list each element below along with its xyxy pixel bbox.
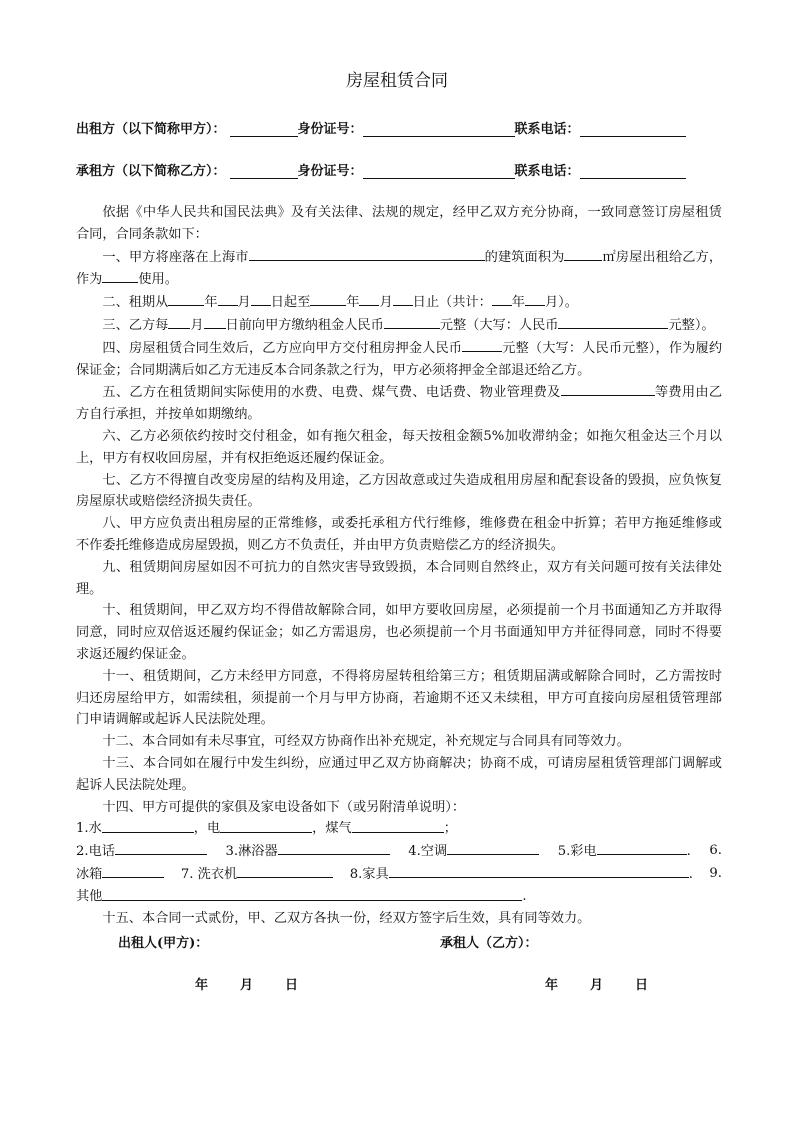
phone-label: 联系电话： bbox=[514, 164, 580, 179]
equipment-row-4 bbox=[76, 886, 722, 908]
end-year-field[interactable] bbox=[310, 291, 346, 306]
clause-2 bbox=[76, 291, 722, 314]
text: ，电 bbox=[193, 821, 221, 837]
tv-field[interactable] bbox=[597, 840, 687, 855]
usage-field[interactable] bbox=[102, 268, 138, 283]
contract-body bbox=[76, 202, 722, 929]
text: 9. bbox=[709, 865, 722, 881]
text: 3.淋浴器 bbox=[225, 844, 278, 860]
text: 二、租期从 bbox=[102, 295, 169, 311]
text: 元整）。 bbox=[668, 317, 715, 333]
shower-field[interactable] bbox=[278, 840, 390, 855]
intro-paragraph: 依据《中华人民共和国民法典》及有关法律、法规的规定，经甲乙双方充分协商，一致同意签订房屋租赁合同，合同条款如下： bbox=[76, 205, 722, 242]
rent-words-field[interactable] bbox=[558, 314, 668, 329]
text: . bbox=[688, 866, 693, 882]
aircon-field[interactable] bbox=[447, 840, 539, 855]
start-day-field[interactable] bbox=[251, 291, 271, 306]
text: 月 bbox=[237, 295, 251, 311]
clause-13: 十三、本合同如在履行中发生纠纷，应通过甲乙双方协商解决；协商不成，可请房屋租赁管理部门调解或起诉人民法院处理。 bbox=[76, 755, 722, 793]
rent-amount-field[interactable] bbox=[384, 314, 440, 329]
pay-day-field[interactable] bbox=[204, 314, 226, 329]
phone-label: 联系电话： bbox=[514, 122, 580, 137]
text: 月）。 bbox=[544, 295, 578, 311]
id-label: 身份证号： bbox=[297, 122, 363, 137]
deposit-amount-field[interactable] bbox=[462, 337, 502, 352]
text: 2.电话 bbox=[76, 844, 115, 860]
text: 4.空调 bbox=[408, 844, 448, 860]
month-label: 月 bbox=[590, 978, 604, 993]
clause-3 bbox=[76, 314, 722, 337]
clause-1 bbox=[76, 246, 722, 292]
text: 年 bbox=[511, 295, 525, 311]
text: 日前向甲方缴纳租金人民币 bbox=[225, 317, 384, 333]
clause-11: 十一、租赁期间，乙方未经甲方同意，不得将房屋转租给第三方；租赁期届满或解除合同时，乙方需按时归还房屋给甲方，如需续租，须提前一个月与甲方协商，若逾期不还又未续租，甲方可直接向房屋租赁管理部门申请调解或起诉人民法院处理。 bbox=[76, 668, 722, 728]
day-label: 日 bbox=[635, 978, 649, 993]
total-years-field[interactable] bbox=[492, 291, 512, 306]
total-months-field[interactable] bbox=[525, 291, 545, 306]
washer-field[interactable] bbox=[237, 863, 333, 878]
clause-8: 八、甲方应负责出租房屋的正常维修，或委托承租方代行维修，维修费在租金中折算；若甲方拖延维修或不作委托维修造成房屋毁损，则乙方不负责任，并由甲方负责赔偿乙方的经济损失。 bbox=[76, 516, 722, 553]
fridge-field[interactable] bbox=[102, 863, 164, 878]
text: 等费用由乙方自行承担，并按单如期缴纳。 bbox=[76, 385, 723, 423]
text: 其他 bbox=[76, 888, 103, 904]
clause-12: 十二、本合同如有未尽事宜，可经双方协商作出补充规定，补充规定与合同具有同等效力。 bbox=[102, 734, 630, 750]
document-title: 房屋租赁合同 bbox=[346, 71, 448, 91]
lessee-name-field[interactable] bbox=[230, 164, 298, 179]
lessee-phone-field[interactable] bbox=[580, 164, 686, 179]
lessee-id-field[interactable] bbox=[363, 164, 515, 179]
pay-month-field[interactable] bbox=[168, 314, 190, 329]
text: 使用。 bbox=[138, 272, 178, 288]
text: 四、房屋租赁合同生效后，乙方应向甲方交付租房押金人民币 bbox=[102, 340, 463, 356]
water-field[interactable] bbox=[102, 818, 194, 833]
text: 月 bbox=[190, 317, 204, 333]
other-equipment-field[interactable] bbox=[102, 886, 522, 901]
clause-5 bbox=[76, 381, 722, 426]
month-label: 月 bbox=[240, 978, 254, 993]
address-field[interactable] bbox=[249, 246, 485, 261]
equipment-row-2 bbox=[76, 840, 722, 863]
text: 日起至 bbox=[270, 295, 311, 311]
lessor-info-line bbox=[76, 118, 716, 137]
text: ㎡房屋出租给乙方，作为 bbox=[76, 249, 723, 288]
phone-field[interactable] bbox=[115, 840, 207, 855]
lessee-label: 承租方（以下简称乙方）： bbox=[76, 164, 226, 179]
lessee-info-line bbox=[76, 160, 716, 179]
text: 三、乙方每 bbox=[102, 317, 169, 333]
furniture-field[interactable] bbox=[389, 863, 689, 878]
text: 1.水 bbox=[76, 821, 102, 837]
text: 8.家具 bbox=[349, 866, 389, 882]
text: ； bbox=[443, 821, 457, 837]
clause-4 bbox=[76, 337, 722, 382]
start-month-field[interactable] bbox=[218, 291, 238, 306]
start-year-field[interactable] bbox=[168, 291, 204, 306]
area-field[interactable] bbox=[564, 246, 602, 261]
lessor-label: 出租方（以下简称甲方）： bbox=[76, 122, 226, 137]
text: 月 bbox=[379, 295, 393, 311]
equipment-row-3 bbox=[76, 863, 722, 886]
clause-6: 六、乙方必须依约按时交付租金，如有拖欠租金，每天按租金额5%加收滞纳金；如拖欠租金达三个月以上，甲方有权收回房屋，并有权拒绝返还履约保证金。 bbox=[76, 428, 722, 466]
text: 一、甲方将座落在上海市 bbox=[102, 249, 249, 265]
clause-15: 十五、本合同一式贰份，甲、乙双方各执一份，经双方签字后生效，具有同等效力。 bbox=[102, 910, 591, 926]
text: 5.彩电 bbox=[557, 844, 597, 860]
text: 年 bbox=[346, 295, 360, 311]
year-label: 年 bbox=[545, 978, 559, 993]
lessor-signature-label: 出租人(甲方)： bbox=[118, 936, 209, 951]
text: . bbox=[522, 888, 527, 904]
text: 7. 洗衣机 bbox=[180, 866, 238, 882]
electricity-field[interactable] bbox=[220, 818, 312, 833]
clause-7: 七、乙方不得擅自改变房屋的结构及用途，乙方因故意或过失造成租用房屋和配套设备的毁损，应负恢复房屋原状或赔偿经济损失责任。 bbox=[76, 472, 722, 510]
text: 日止（共计： bbox=[412, 295, 492, 311]
gas-field[interactable] bbox=[352, 818, 444, 833]
text: ，煤气 bbox=[312, 821, 352, 837]
lessor-id-field[interactable] bbox=[363, 122, 515, 137]
text: 元整），作为履约保证金；合同期满后如乙方无违反本合同条款之行为，甲方必须将押金全部退还给乙方。 bbox=[76, 340, 723, 378]
text: 五、乙方在租赁期间实际使用的水费、电费、煤气费、电话费、物业管理费及 bbox=[102, 385, 561, 401]
text: 年 bbox=[204, 295, 218, 311]
text: 的建筑面积为 bbox=[484, 249, 565, 265]
text: 元整（大写：人民币 bbox=[439, 317, 559, 333]
lessee-date bbox=[545, 974, 680, 993]
day-label: 日 bbox=[285, 978, 299, 993]
lessor-name-field[interactable] bbox=[230, 122, 298, 137]
text: . bbox=[686, 844, 691, 860]
text: 6. bbox=[709, 843, 722, 859]
equipment-row-1 bbox=[76, 818, 722, 840]
text: 冰箱 bbox=[76, 866, 103, 882]
end-month-field[interactable] bbox=[359, 291, 379, 306]
end-day-field[interactable] bbox=[393, 291, 413, 306]
clause-14: 十四、甲方可提供的家俱及家电设备如下（或另附清单说明）： bbox=[102, 799, 466, 815]
other-fees-field[interactable] bbox=[561, 381, 655, 396]
lessee-signature-label: 承租人（乙方）： bbox=[440, 936, 538, 951]
clause-9: 九、租赁期间房屋如因不可抗力的自然灾害导致毁损，本合同则自然终止，双方有关问题可按有关法律处理。 bbox=[76, 559, 722, 597]
text: 元整（大写：人民币 bbox=[502, 340, 623, 356]
clause-10: 十、租赁期间，甲乙双方均不得借故解除合同，如甲方要收回房屋，必须提前一个月书面通知乙方并取得同意，同时应双倍返还履约保证金；如乙方需退房，也必须提前一个月书面通知甲方并征得同意，同时不得要求返还履约保证金。 bbox=[76, 603, 722, 662]
lessor-phone-field[interactable] bbox=[580, 122, 686, 137]
id-label: 身份证号： bbox=[297, 164, 363, 179]
year-label: 年 bbox=[195, 978, 209, 993]
lessor-date bbox=[195, 974, 330, 993]
